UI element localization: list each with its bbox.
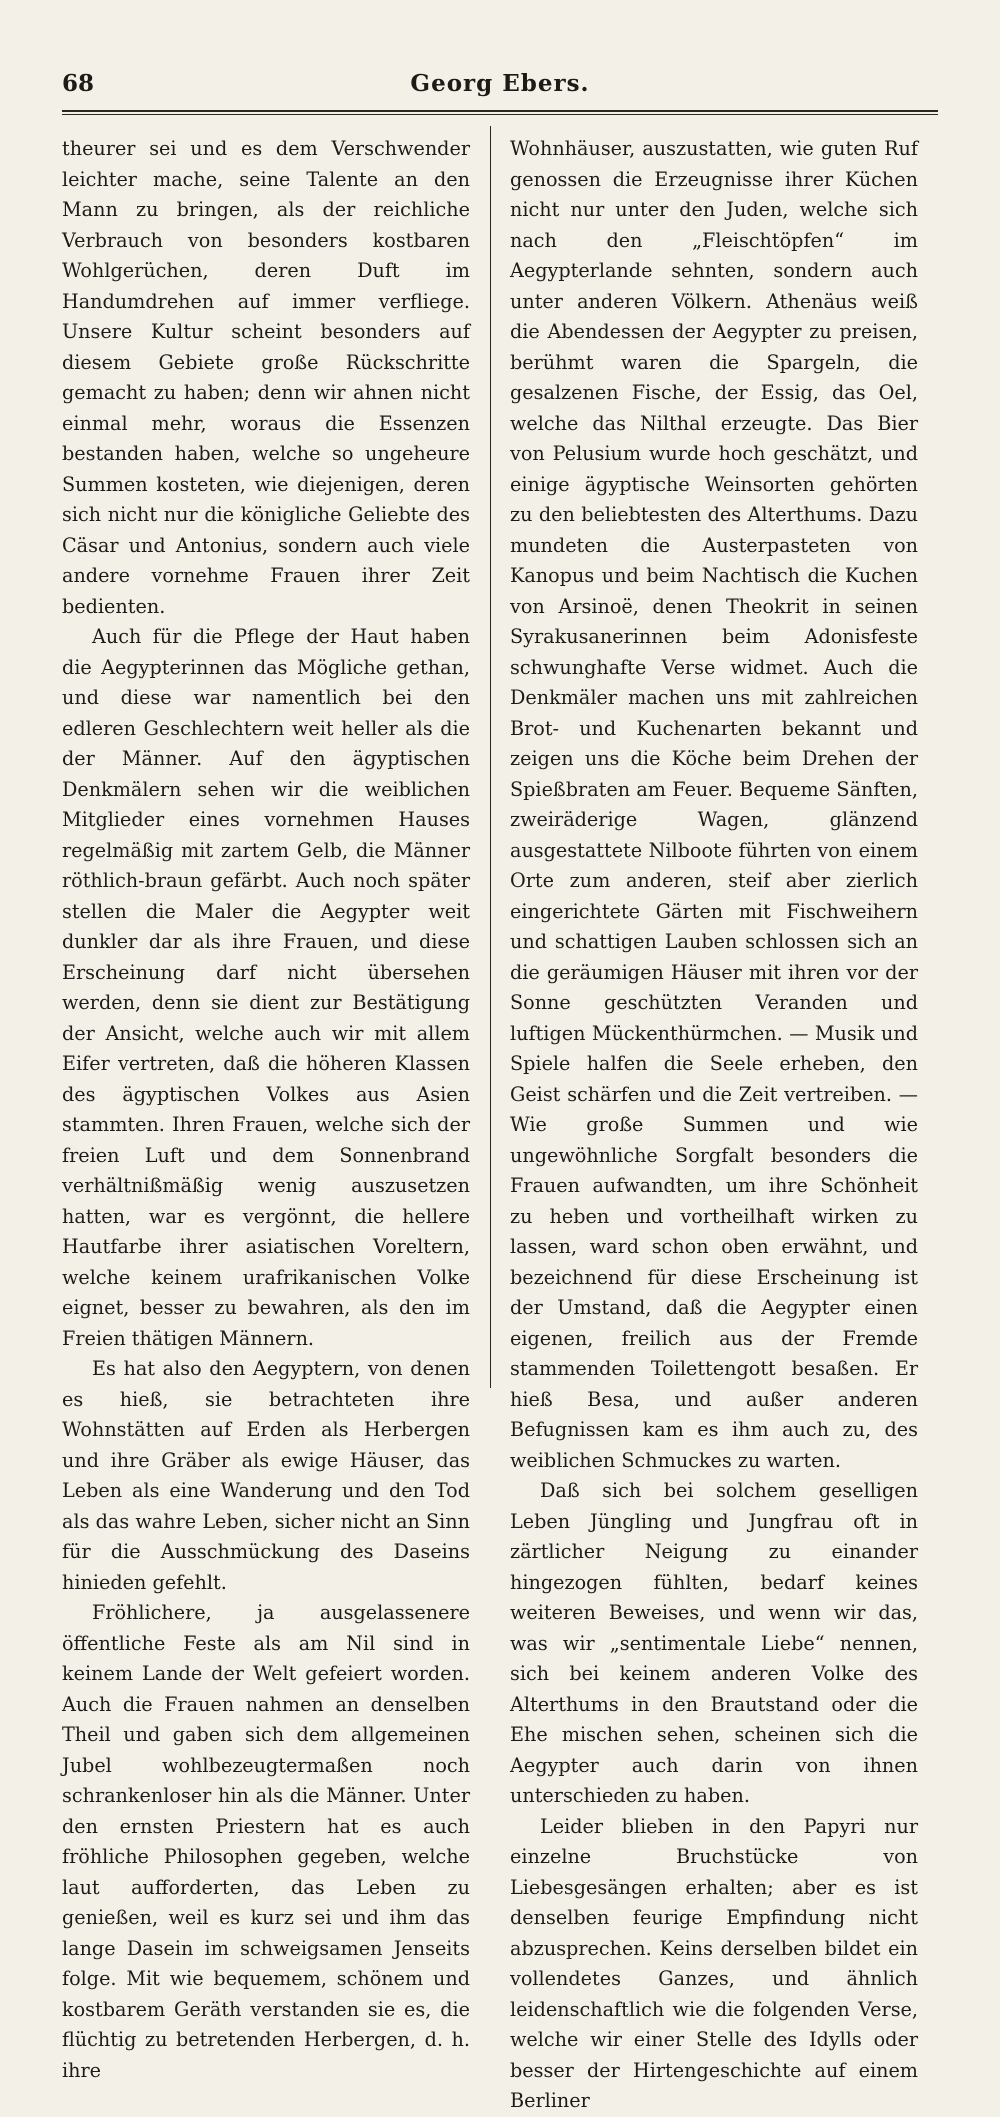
paragraph: Fröhlichere, ja ausgelassenere öffentliche Feste als am Nil sind in keinem Lande der Welt gefeiert worden. Auch die Frauen nahmen an denselben Theil und gaben sich dem allgemeinen Jubel wohlbezeugtermaßen noch schrankenloser hin als die Männer. Unter den ernsten Priestern hat es auch fröhliche Philosophen gegeben, welche laut aufforderten, das Leben zu genießen, weil es kurz sei und ihm das lange Dasein im schweigsamen Jenseits folge. Mit wie bequemem, schönem und kostbarem Geräth verstanden sie es, die flüchtig zu betretenden Herbergen, d. h. ihre <box>62 1601 470 2082</box>
right-column <box>510 134 918 2112</box>
page-number: 68 <box>62 70 95 97</box>
paragraph: Daß sich bei solchem geselligen Leben Jüngling und Jungfrau oft in zärtlicher Neigung zu einander hingezogen fühlten, bedarf keines weiteren Beweises, und wenn wir das, was wir „sentimentale Liebe“ nennen, sich bei keinem anderen Volke des Alterthums in den Brautstand oder die Ehe mischen sehen, scheinen sich die Aegypter auch darin von ihnen unterschieden zu haben. <box>510 1479 918 1807</box>
column-divider <box>490 126 491 1388</box>
running-title: Georg Ebers. <box>410 70 590 97</box>
paragraph: Auch für die Pflege der Haut haben die Aegypterinnen das Mögliche gethan, und diese war namentlich bei den edleren Geschlechtern weit heller als die der Männer. Auf den ägyptischen Denkmälern sehen wir die weiblichen Mitglieder eines vornehmen Hauses regelmäßig mit zartem Gelb, die Männer röthlich-braun gefärbt. Auch noch später stellen die Maler die Aegypter weit dunkler dar als ihre Frauen, und diese Erscheinung darf nicht übersehen werden, denn sie dient zur Bestätigung der Ansicht, welche auch wir mit allem Eifer vertreten, daß die höheren Klassen des ägyptischen Volkes aus Asien stammten. Ihren Frauen, welche sich der freien Luft und dem Sonnenbrand verhältnißmäßig wenig auszusetzen hatten, war es vergönnt, die hellere Hautfarbe ihrer asiatischen Voreltern, welche keinem urafrikanischen Volke eignet, besser zu bewahren, als den im Freien thätigen Männern. <box>62 625 470 1350</box>
paragraph: Wohnhäuser, auszustatten, wie guten Ruf genossen die Erzeugnisse ihrer Küchen nicht nur unter den Juden, welche sich nach den „Fleischtöpfen“ im Aegypterlande sehnten, sondern auch unter anderen Völkern. Athenäus weiß die Abendessen der Aegypter zu preisen, berühmt waren die Spargeln, die gesalzenen Fische, der Essig, das Oel, welche das Nilthal erzeugte. Das Bier von Pelusium wurde hoch geschätzt, und einige ägyptische Weinsorten gehörten zu den beliebtesten des Alterthums. Dazu mundeten die Austerpasteten von Kanopus und beim Nachtisch die Kuchen von Arsinoë, denen Theokrit in seinen Syrakusanerinnen beim Adonisfeste schwunghafte Verse widmet. Auch die Denkmäler machen uns mit zahlreichen Brot- und Kuchenarten bekannt und zeigen uns die Köche beim Drehen der Spießbraten am Feuer. Bequeme Sänften, zweiräderige Wagen, glänzend ausgestattete Nilboote führten von einem Orte zum anderen, steif aber zierlich eingerichtete Gärten mit Fischweihern und schattigen Lauben schlossen sich an die geräumigen Häuser mit ihren vor der Sonne geschützten Veranden und luftigen Mückenthürmchen. — Musik und Spiele halfen die Seele erheben, den Geist schärfen und die Zeit vertreiben. — Wie große Summen und wie ungewöhnliche Sorgfalt besonders die Frauen aufwandten, um ihre Schönheit zu heben und vortheilhaft wirken zu lassen, ward schon oben erwähnt, und bezeichnend für diese Erscheinung ist der Umstand, daß die Aegypter einen eigenen, freilich aus der Fremde stammenden Toilettengott besaßen. Er hieß Besa, und außer anderen Befugnissen kam es ihm auch zu, des weiblichen Schmuckes zu warten. <box>510 137 918 1472</box>
header-rule <box>62 110 938 115</box>
paragraph: Leider blieben in den Papyri nur einzelne Bruchstücke von Liebesgesängen erhalten; aber es ist denselben feurige Empfindung nicht abzusprechen. Keins derselben bildet ein vollendetes Ganzes, und ähnlich leidenschaftlich wie die folgenden Verse, welche wir einer Stelle des Idylls oder besser der Hirtengeschichte auf einem Berliner <box>510 1814 918 2112</box>
paragraph: Es hat also den Aegyptern, von denen es hieß, sie betrachteten ihre Wohnstätten auf Erden als Herbergen und ihre Gräber als ewige Häuser, das Leben als eine Wanderung und den Tod als das wahre Leben, sicher nicht an Sinn für die Ausschmückung des Daseins hinieden gefehlt. <box>62 1357 470 1594</box>
left-column <box>62 134 470 2082</box>
paragraph: theurer sei und es dem Verschwender leichter mache, seine Talente an den Mann zu bringen, als der reichliche Verbrauch von besonders kostbaren Wohlgerüchen, deren Duft im Handumdrehen auf immer verfliege. Unsere Kultur scheint besonders auf diesem Gebiete große Rückschritte gemacht zu haben; denn wir ahnen nicht einmal mehr, woraus die Essenzen bestanden haben, welche so ungeheure Summen kosteten, wie diejenigen, deren sich nicht nur die königliche Geliebte des Cäsar und Antonius, sondern auch viele andere vornehme Frauen ihrer Zeit bedienten. <box>62 137 470 618</box>
